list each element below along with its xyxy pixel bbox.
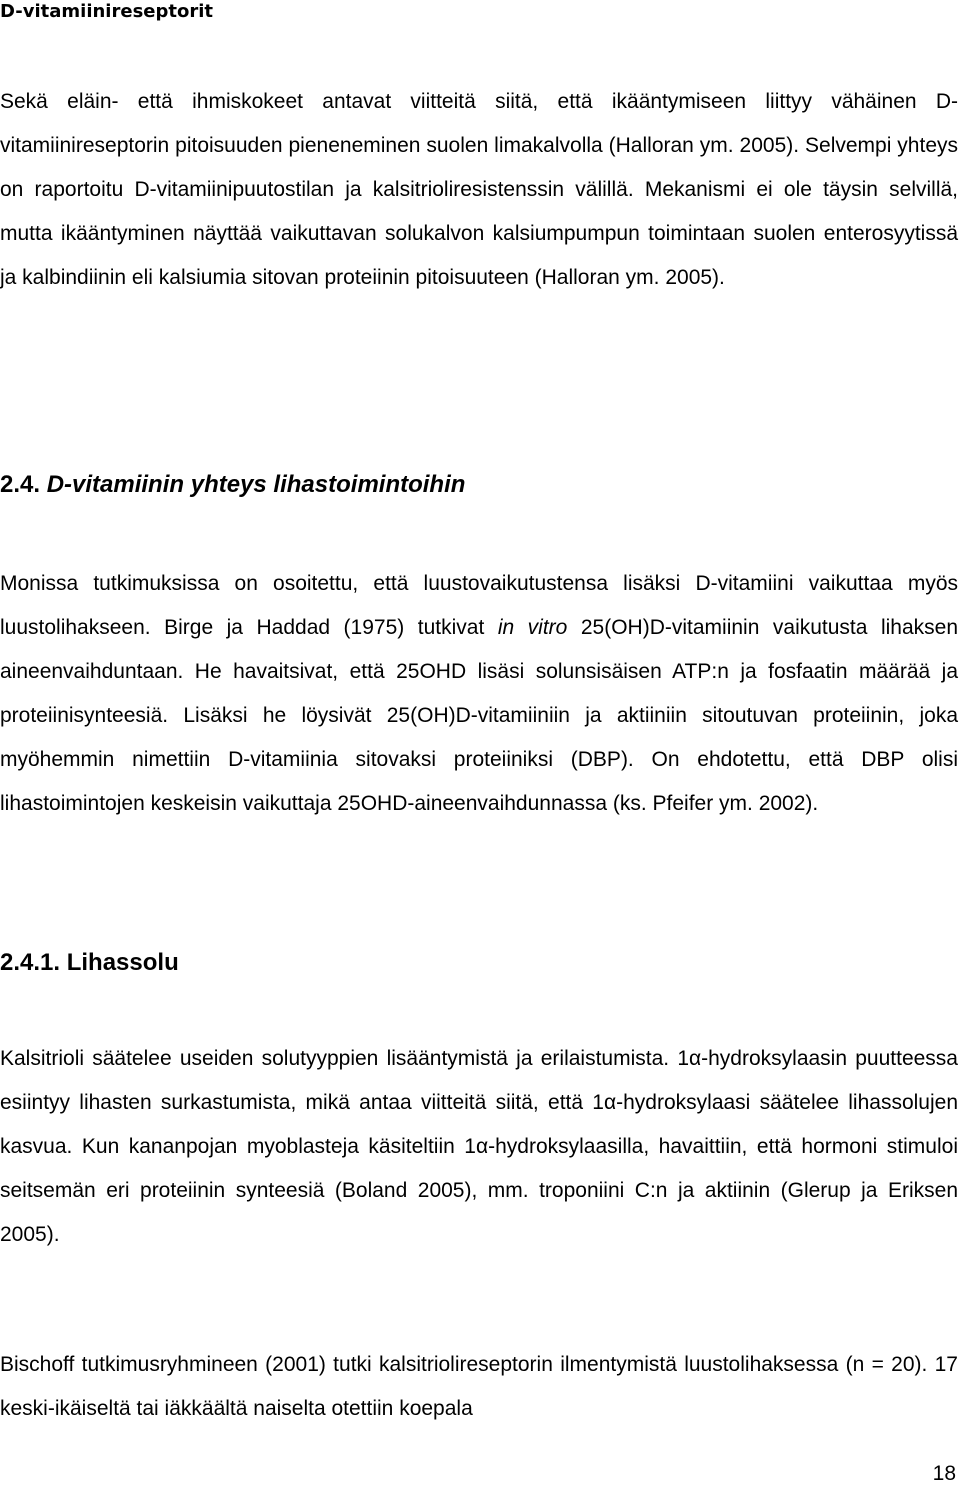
paragraph-muscle-function [0,562,958,826]
paragraph-text: Monissa tutkimuksissa on osoitettu, että luustovaikutustensa lisäksi D-vitamiini vaikuttaa myös luustolihakseen. Birge ja Haddad (1975) tutkivat [0,572,958,639]
section-title: D-vitamiinin yhteys lihastoimintoihin [46,471,466,498]
section-number: 2.4. [0,471,41,498]
paragraph-bischoff-study: Bischoff tutkimusryhmineen (2001) tutki kalsitriolireseptorin ilmentymistä luustolihaksessa (n = 20). 17 keski-ikäiseltä tai iäkkäältä naiselta otettiin koepala [0,1353,958,1420]
section-title: Lihassolu [66,949,179,976]
page-number: 18 [932,1462,956,1485]
paragraph-muscle-cell: Kalsitrioli säätelee useiden solutyyppien lisääntymistä ja erilaistumista. 1α-hydroksylaasin puutteessa esiintyy lihasten surkastumista, mikä antaa viitteitä siitä, että 1α-hydroksylaasi säätelee lihassolujen kasvua. Kun kananpojan myoblasteja käsiteltiin 1α-hydroksylaasilla, havaittiin, että hormoni stimuloi seitsemän eri proteiinin synteesiä (Boland 2005), mm. troponiini C:n ja aktiinin (Glerup ja Eriksen 2005). [0,1047,958,1246]
paragraph-text: 25(OH)D-vitamiinin vaikutusta lihaksen aineenvaihduntaan. He havaitsivat, että 25OHD lisäsi solunsisäisen ATP:n ja fosfaatin määrää ja proteiinisynteesiä. Lisäksi he löysivät 25(OH)D-vitamiiniin ja aktiiniin sitoutuvan proteiinin, joka myöhemmin nimettiin D-vitamiinia sitovaksi proteiiniksi (DBP). On ehdotettu, että DBP olisi lihastoimintojen keskeisin vaikuttaja 25OHD-aineenvaihdunnassa (ks. Pfeifer ym. 2002). [0,616,958,815]
paragraph-vdr-aging: Sekä eläin- että ihmiskokeet antavat viitteitä siitä, että ikääntymiseen liittyy vähäinen D-vitamiinireseptorin pitoisuuden pieneneminen suolen limakalvolla (Halloran ym. 2005). Selvempi yhteys on raportoitu D-vitamiinipuutostilan ja kalsitrioliresistenssin välillä. Mekanismi ei ole täysin selvillä, mutta ikääntyminen näyttää vaikuttavan solukalvon kalsiumpumpun toimintaan suolen enterosyytissä ja kalbindiinin eli kalsiumia sitovan proteiinin pitoisuuteen (Halloran ym. 2005). [0,90,958,289]
running-title: D-vitamiinireseptorit [0,1,213,22]
italic-term: in vitro [497,616,568,639]
section-number: 2.4.1. [0,949,61,976]
section-heading-2-4 [0,470,465,500]
section-heading-2-4-1 [0,948,179,978]
